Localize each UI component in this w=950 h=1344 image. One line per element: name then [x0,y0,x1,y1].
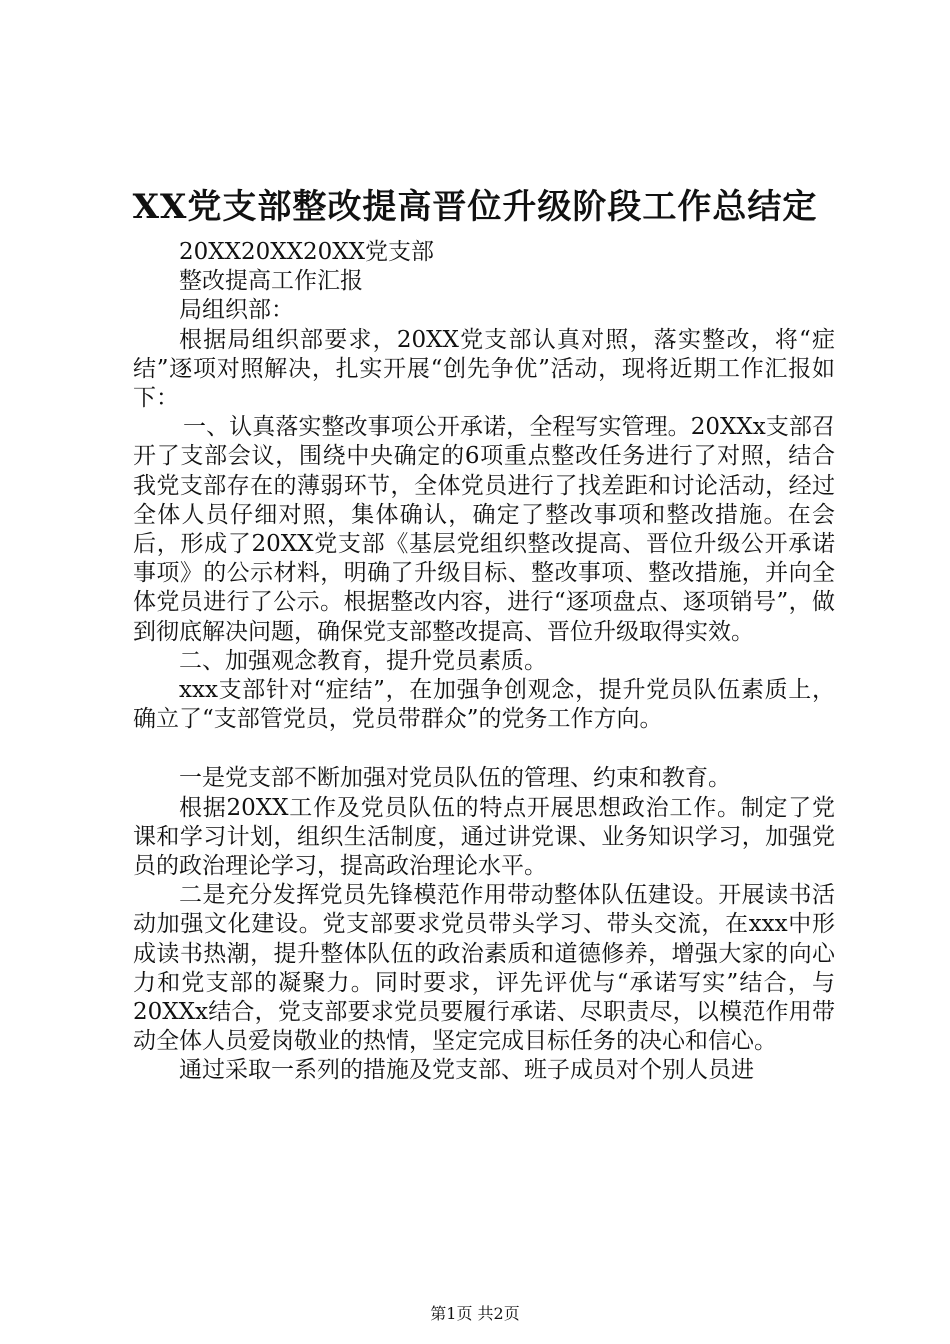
section-heading: 二、加强观念教育，提升党员素质。 [179,647,547,674]
salutation: 局组织部： [179,297,294,324]
paragraph: 根据局组织部要求，20XX党支部认真对照，落实整改，将“症结”逐项对照解决，扎实开展“创先争优”活动，现将近期工作汇报如下： [133,326,835,412]
recipient-line-1: 20XX20XX20XX党支部 [179,239,435,265]
recipient-line-2: 整改提高工作汇报 [179,268,363,295]
paragraph: 一是党支部不断加强对党员队伍的管理、约束和教育。 [179,765,731,792]
paragraph: 根据20XX工作及党员队伍的特点开展思想政治工作。制定了党课和学习计划，组织生活制度，通过讲党课、业务知识学习，加强党员的政治理论学习，提高政治理论水平。 [133,794,835,880]
paragraph: xxx支部针对“症结”，在加强争创观念，提升党员队伍素质上，确立了“支部管党员，党员带群众”的党务工作方向。 [133,677,835,733]
paragraph: 二是充分发挥党员先锋模范作用带动整体队伍建设。开展读书活动加强文化建设。党支部要求党员带头学习、带头交流，在xxx中形成读书热潮，提升整体队伍的政治素质和道德修养，增强大家的向心力和党支部的凝聚力。同时要求，评先评优与“承诺写实”结合，与20XXx结合，党支部要求党员要履行承诺、尽职责尽，以模范作用带动全体人员爱岗敬业的热情，坚定完成目标任务的决心和信心。 [133,882,835,1055]
document-title: XX党支部整改提高晋位升级阶段工作总结定 [132,187,818,227]
page-number: 第1页 共2页 [430,1304,520,1323]
spacer [133,734,835,764]
document-body [133,238,835,1086]
paragraph: 通过采取一系列的措施及党支部、班子成员对个别人员进 [179,1057,754,1084]
paragraph: 一、认真落实整改事项公开承诺，全程写实管理。20XXx支部召开了支部会议，围绕中央确定的6项重点整改任务进行了对照，结合我党支部存在的薄弱环节，全体党员进行了找差距和讨论活动，经过全体人员仔细对照，集体确认，确定了整改事项和整改措施。在会后，形成了20XX党支部《基层党组织整改提高、晋位升级公开承诺事项》的公示材料，明确了升级目标、整改事项、整改措施，并向全体党员进行了公示。根据整改内容，进行“逐项盘点、逐项销号”，做到彻底解决问题，确保党支部整改提高、晋位升级取得实效。 [133,414,835,645]
